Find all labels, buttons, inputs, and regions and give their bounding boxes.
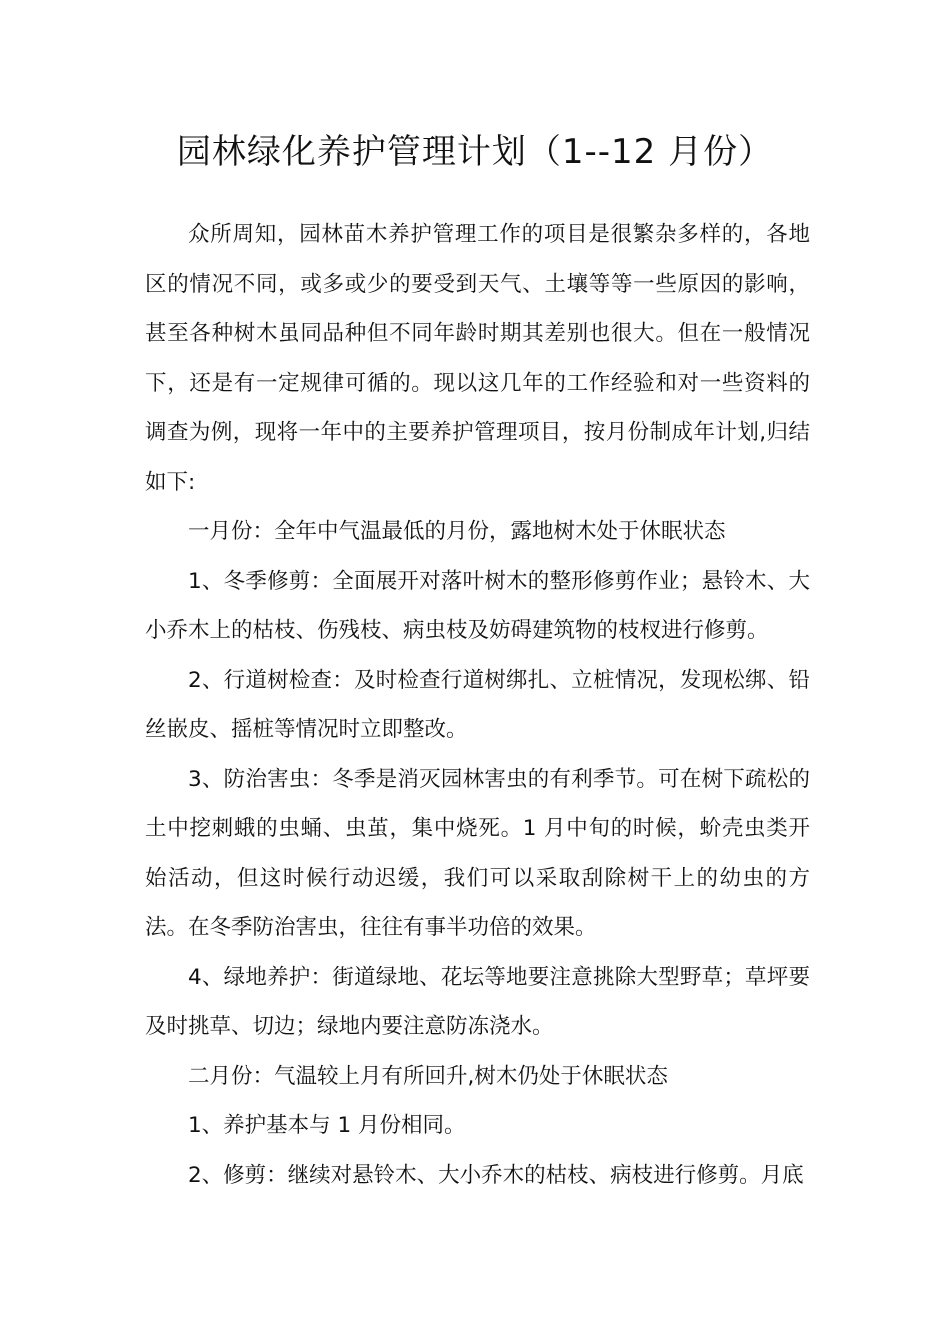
january-item-2: 2、行道树检查：及时检查行道树绑扎、立桩情况，发现松绑、铅丝嵌皮、摇桩等情况时立即整改。	[145, 667, 810, 742]
february-item-1: 1、养护基本与 1 月份相同。	[188, 1113, 466, 1138]
january-item-1: 1、冬季修剪：全面展开对落叶树木的整形修剪作业；悬铃木、大小乔木上的枯枝、伤残枝、病虫枝及妨碍建筑物的枝杈进行修剪。	[145, 568, 810, 643]
january-item-4: 4、绿地养护：街道绿地、花坛等地要注意挑除大型野草；草坪要及时挑草、切边；绿地内要注意防冻浇水。	[145, 964, 810, 1039]
month-heading-january: 一月份：全年中气温最低的月份，露地树木处于休眠状态	[188, 519, 726, 544]
document-body	[145, 210, 810, 1200]
intro-paragraph: 众所周知，园林苗木养护管理工作的项目是很繁杂多样的，各地区的情况不同，或多或少的要受到天气、土壤等等一些原因的影响，甚至各种树木虽同品种但不同年龄时期其差别也很大。但在一般情况下，还是有一定规律可循的。现以这几年的工作经验和对一些资料的调查为例，现将一年中的主要养护管理项目，按月份制成年计划,归结如下:	[145, 222, 810, 495]
february-item-2: 2、修剪：继续对悬铃木、大小乔木的枯枝、病枝进行修剪。月底	[188, 1162, 804, 1188]
month-heading-february: 二月份：气温较上月有所回升,树木仍处于休眠状态	[188, 1063, 668, 1089]
document-title: 园林绿化养护管理计划（1--12 月份）	[176, 132, 774, 172]
january-item-3: 3、防治害虫：冬季是消灭园林害虫的有利季节。可在树下疏松的土中挖刺蛾的虫蛹、虫茧，集中烧死。1 月中旬的时候，蚧壳虫类开始活动，但这时候行动迟缓，我们可以采取刮除树干上的幼虫的方法。在冬季防治害虫，往往有事半功倍的效果。	[145, 766, 810, 940]
